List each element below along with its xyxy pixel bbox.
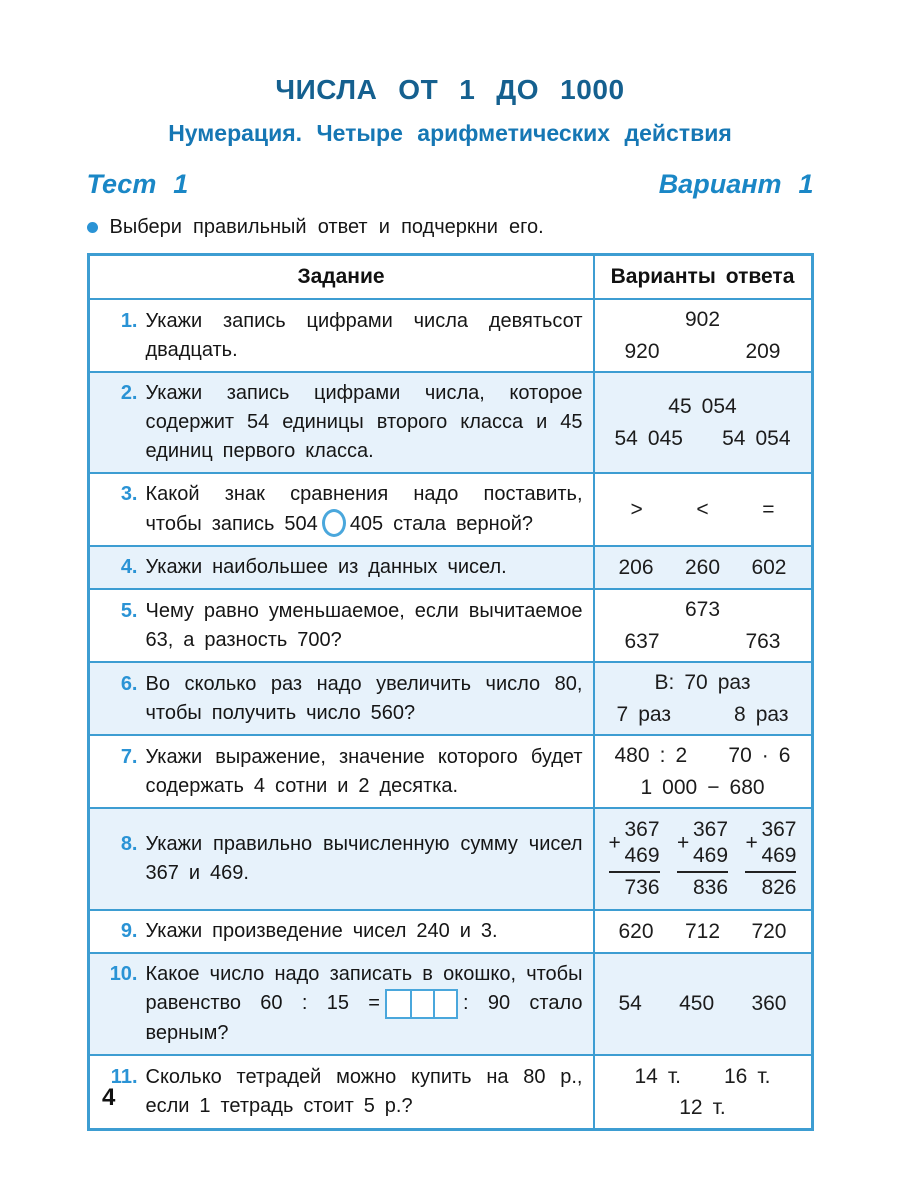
addend-top: 367 [624,818,660,842]
column-addition-group [601,817,805,901]
plus-sign: + [676,831,690,855]
answer-option: 45 054 [668,395,737,418]
addend-bottom: 469 [692,844,729,868]
task-number: 7. [120,745,138,768]
table-row [90,661,811,734]
table-row [90,1054,811,1128]
answer-option: 673 [684,598,721,621]
answer-option: 206 [618,555,654,579]
addend-bottom: 469 [761,844,797,868]
answer-option: 763 [745,629,781,653]
task-text: Укажи правильно вычисленную сумму чисел 367 и 469. [145,833,583,884]
task-text: Укажи запись цифрами числа, которое содержит 54 единицы второго класса и 45 единиц первого класса. [145,382,583,462]
task-text [146,480,583,539]
table-header-row [90,256,811,298]
bullet-icon [87,222,98,233]
answer-option: < [696,497,709,521]
column-header-answers: Варианты ответа [593,256,811,298]
table-row [90,545,811,588]
answer-option: 360 [751,992,787,1016]
answer-option: 209 [745,339,781,363]
task-number: 10. [109,963,138,985]
answer-option: 620 [618,919,654,943]
instruction-line [87,216,814,239]
answer-cell [593,547,811,588]
task-number: 1. [120,309,138,332]
task-number: 9. [120,920,138,942]
answer-cell [593,736,811,807]
task-text: Укажи произведение чисел 240 и 3. [145,920,498,942]
task-number: 6. [120,672,138,695]
answer-cell [593,911,811,952]
instruction-text: Выбери правильный ответ и подчеркни его. [109,216,544,238]
column-header-task: Задание [297,265,385,288]
answer-option: 1 000 − 680 [640,775,765,799]
table-row [90,472,811,545]
column-addition [677,817,728,901]
answer-option: 54 054 [722,426,791,450]
task-text: Укажи наибольшее из данных чисел. [145,556,507,578]
answer-cell [593,373,811,472]
sum-value: 826 [761,875,797,899]
answer-option: 480 : 2 [614,744,688,767]
answer-cell [593,809,811,909]
page-number: 4 [102,1084,116,1111]
table-row [90,734,811,807]
task-text: Чему равно уменьшаемое, если вычитаемое 63, а разность 700? [145,599,583,651]
answer-cell [593,663,811,734]
task-number: 11. [110,1066,138,1088]
task-text: Во сколько раз надо увеличить число 80, чтобы получить число 560? [145,672,583,724]
answer-option: 720 [751,919,787,943]
answer-option: = [762,497,775,521]
answer-option: 16 т. [723,1064,771,1088]
addend-top: 367 [761,818,797,842]
table-row [90,909,811,952]
task-text: Укажи выражение, значение которого будет содержать 4 сотни и 2 десятка. [145,745,583,797]
comparison-circle-placeholder [322,509,346,537]
answer-cell [593,474,811,545]
task-text [146,960,583,1048]
test-label: Тест 1 [86,169,189,199]
answer-option: 602 [751,555,787,579]
page-title: ЧИСЛА ОТ 1 ДО 1000 [275,74,625,105]
plus-sign: + [608,831,621,855]
answer-option: 54 045 [614,426,683,450]
addend-bottom: 469 [624,844,660,868]
answer-option: 54 [618,992,642,1016]
answer-option: 14 т. [634,1064,682,1088]
answer-option: 70 · 6 [728,744,791,767]
column-addition [745,817,796,901]
answer-option: 260 [684,555,721,579]
answer-option: 920 [624,339,660,363]
box-cell [387,991,410,1017]
table-row [90,807,811,909]
sum-value: 736 [624,875,660,899]
answer-option: 450 [679,992,715,1016]
page-subtitle: Нумерация. Четыре арифметических действия [168,120,732,146]
task-number: 8. [120,833,138,855]
task-text-after: : 90 стало верным? [145,992,583,1044]
task-number: 5. [120,599,138,622]
table-row [90,588,811,661]
column-addition [609,817,660,901]
answer-option: 7 раз [616,702,671,726]
task-number: 3. [120,483,138,505]
addend-top: 367 [692,818,729,842]
task-text-after: 405 стала верной? [349,513,534,535]
answer-option: 12 т. [679,1096,726,1119]
answer-option: 8 раз [734,702,789,726]
answer-cell [593,1056,811,1128]
test-variant-row [87,169,814,200]
task-text: Сколько тетрадей можно купить на 80 р., если 1 тетрадь стоит 5 р.? [145,1066,583,1117]
answer-cell [593,300,811,371]
task-number: 2. [120,382,138,404]
box-cell [433,991,456,1017]
sum-value: 836 [692,875,729,899]
answer-option: > [630,497,643,521]
variant-label: Вариант 1 [658,169,814,199]
table-row [90,952,811,1054]
box-cell [410,991,433,1017]
table-row [90,298,811,371]
task-text: Укажи запись цифрами числа девятьсот двадцать. [145,309,583,361]
task-text-before: Какое число надо записать в окошко, чтобы равенство 60 : 15 = [145,963,583,1014]
answer-option: 902 [684,308,721,331]
task-text-before: Какой знак сравнения надо поставить, чтобы запись 504 [145,483,583,535]
task-table [87,253,814,1131]
answer-cell [593,590,811,661]
answer-option: 712 [684,919,721,943]
task-number: 4. [120,556,138,578]
table-row [90,371,811,472]
answer-option: В: 70 раз [654,671,751,694]
answer-cell [593,954,811,1054]
plus-sign: + [745,831,758,855]
answer-option: 637 [624,629,660,653]
answer-window-box [385,989,458,1019]
